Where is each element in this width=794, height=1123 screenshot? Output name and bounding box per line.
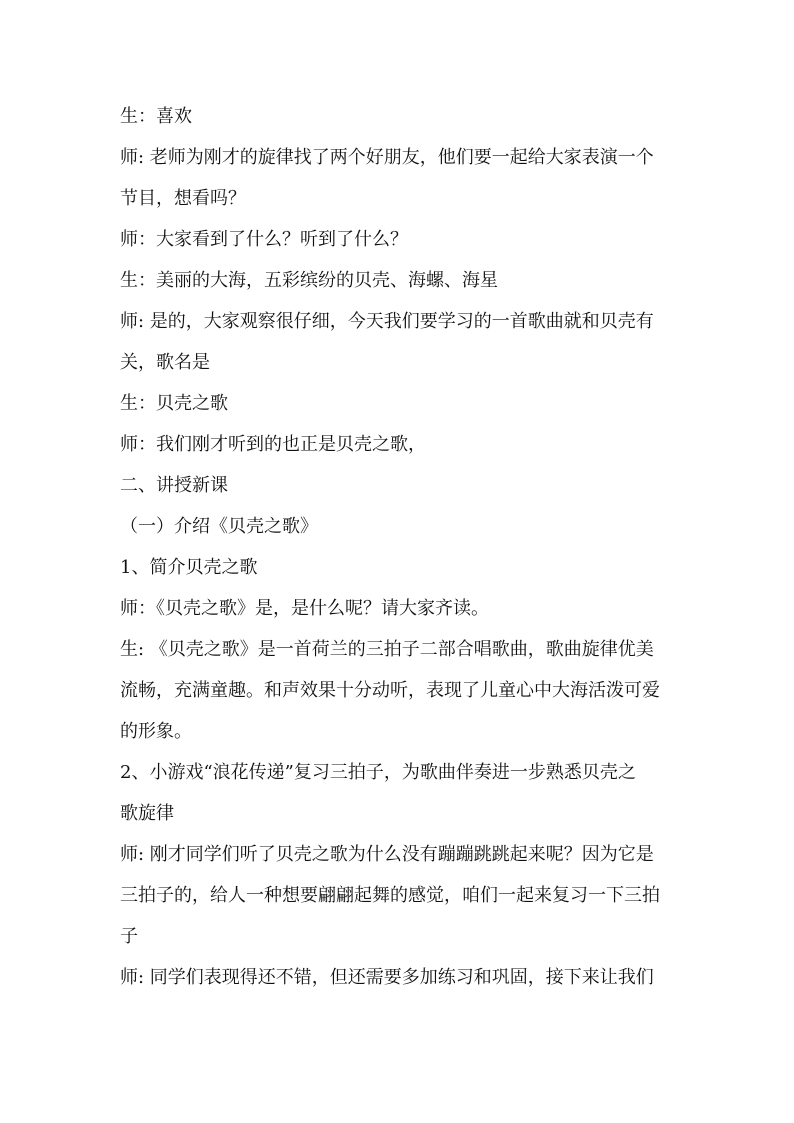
item-heading-wave-game: 2、小游戏“浪花传递”复习三拍子，为歌曲伴奏进一步熟悉贝壳之 [120, 762, 636, 783]
line-teacher-three-beats-cont-1: 三拍子的，给人一种想要翩翩起舞的感觉，咱们一起来复习一下三拍 [120, 885, 660, 906]
line-teacher-see-hear: 师：大家看到了什么？听到了什么？ [120, 229, 408, 250]
line-student-song-description: 生: 《贝壳之歌》是一首荷兰的三拍子二部合唱歌曲，歌曲旋律优美 [120, 639, 654, 660]
line-teacher-heard-song: 师：我们刚才听到的也正是贝壳之歌， [120, 434, 426, 455]
subsection-heading-introduce: （一）介绍《贝壳之歌》 [120, 516, 318, 537]
line-teacher-melody-friends: 师: 老师为刚才的旋律找了两个好朋友，他们要一起给大家表演一个 [120, 147, 654, 168]
line-teacher-melody-friends-cont: 节目，想看吗？ [120, 188, 246, 209]
item-heading-wave-game-cont: 歌旋律 [120, 803, 174, 824]
line-student-sea: 生：美丽的大海，五彩缤纷的贝壳、海螺、海星 [120, 270, 498, 291]
line-student-song-description-cont-2: 的形象。 [120, 721, 192, 742]
line-student-song-description-cont-1: 流畅，充满童趣。和声效果十分动听，表现了儿童心中大海活泼可爱 [120, 680, 660, 701]
line-teacher-observe: 师: 是的，大家观察很仔细，今天我们要学习的一首歌曲就和贝壳有 [120, 311, 654, 332]
line-teacher-practice: 师: 同学们表现得还不错，但还需要多加练习和巩固，接下来让我们 [120, 967, 654, 988]
body-text [120, 96, 686, 998]
line-student-song-title: 生：贝壳之歌 [120, 393, 228, 414]
line-teacher-read-together: 师：《贝壳之歌》是，是什么呢？请大家齐读。 [120, 598, 489, 619]
section-heading-new-lesson: 二、讲授新课 [120, 475, 228, 496]
line-teacher-three-beats-cont-2: 子 [120, 926, 138, 947]
item-heading-brief-intro: 1、简介贝壳之歌 [120, 557, 258, 578]
line-teacher-three-beats: 师: 刚才同学们听了贝壳之歌为什么没有蹦蹦跳跳起来呢？因为它是 [120, 844, 654, 865]
line-teacher-observe-cont: 关，歌名是 [120, 352, 210, 373]
line-student-like: 生：喜欢 [120, 106, 192, 127]
